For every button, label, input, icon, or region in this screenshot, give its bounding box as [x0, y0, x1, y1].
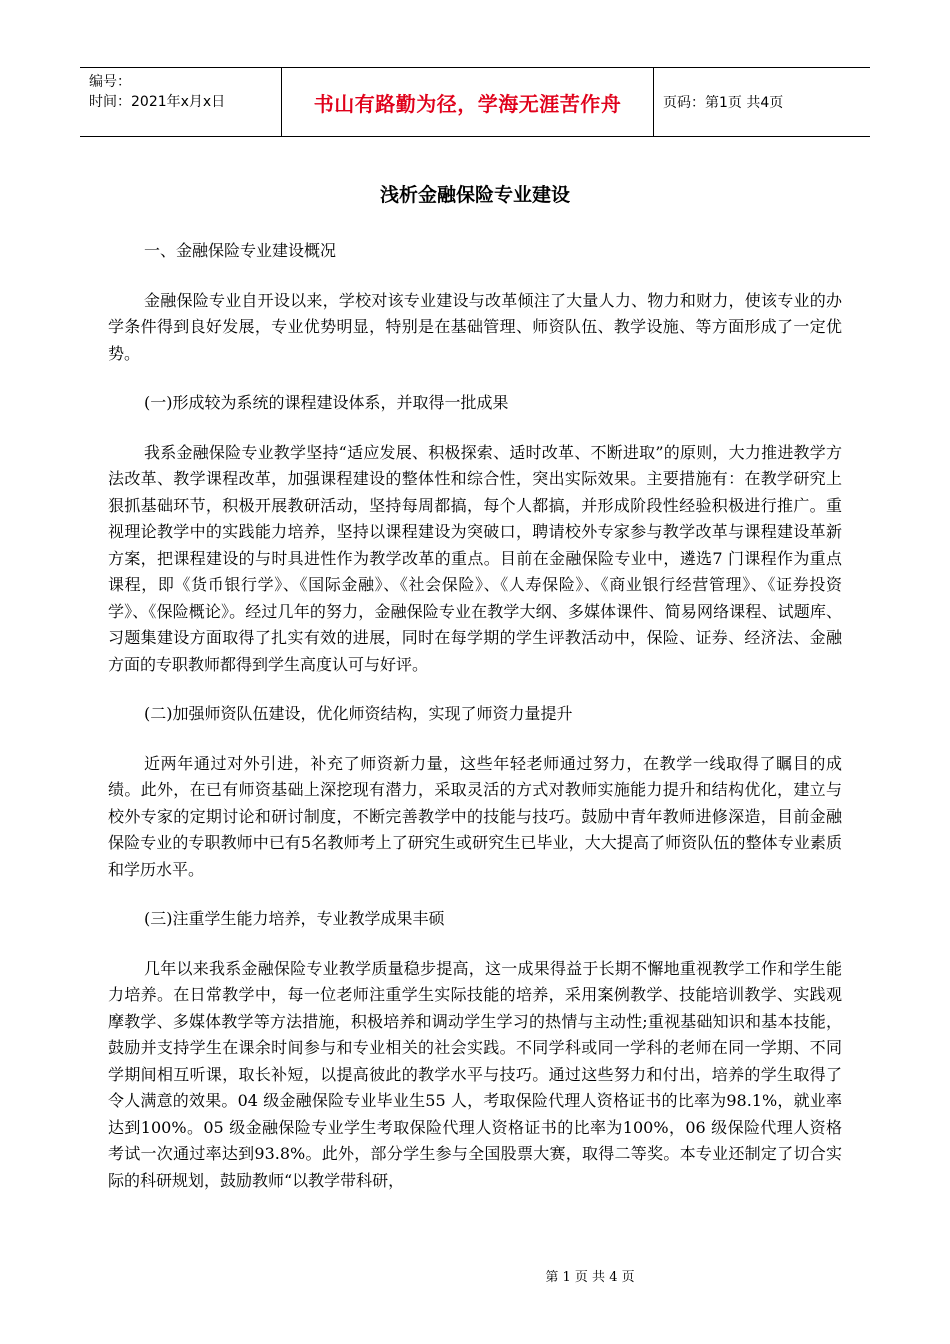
header-meta — [80, 68, 282, 136]
page-footer: 第 1 页 共 4 页 — [545, 1270, 635, 1285]
document-title: 浅析金融保险专业建设 — [379, 184, 570, 206]
date-label: 时间：2021年x月x日 — [89, 94, 226, 110]
number-label: 编号： — [89, 74, 131, 90]
body-paragraph: 我系金融保险专业教学坚持“适应发展、积极探索、适时改革、不断进取”的原则，大力推进教学方法改革、教学课程改革，加强课程建设的整体性和综合性，突出实际效果。主要措施有：在教学研究上狠抓基础环节，积极开展教研活动，坚持每周都搞，每个人都搞，并形成阶段性经验积极进行推广。重视理论教学中的实践能力培养，坚持以课程建设为突破口，聘请校外专家参与教学改革与课程建设革新方案，把课程建设的与时具进性作为教学改革的重点。目前在金融保险专业中，遴选7 门课程作为重点课程，即《货币银行学》、《国际金融》、《社会保险》、《人寿保险》、《商业银行经营管理》、《证券投资学》、《保险概论》。经过几年的努力，金融保险专业在教学大纲、多媒体课件、简易网络课程、试题库、习题集建设方面取得了扎实有效的进展，同时在每学期的学生评教活动中，保险、证券、经济法、金融方面的专职教师都得到学生高度认可与好评。 — [108, 442, 842, 674]
subsection-heading: (三)注重学生能力培养，专业教学成果丰硕 — [144, 909, 445, 928]
page-info-text: 页码：第1页 共4页 — [663, 95, 784, 111]
header-page-info — [654, 68, 870, 136]
body-paragraph: 几年以来我系金融保险专业教学质量稳步提高，这一成果得益于长期不懈地重视教学工作和学生能力培养。在日常教学中，每一位老师注重学生实际技能的培养，采用案例教学、技能培训教学、实践观摩教学、多媒体教学等方法措施，积极培养和调动学生学习的热情与主动性;重视基础知识和基本技能，鼓励并支持学生在课余时间参与和专业相关的社会实践。不同学科或同一学科的老师在同一学期、不同学期间相互听课，取长补短，以提高彼此的教学水平与技巧。通过这些努力和付出，培养的学生取得了令人满意的效果。04 级金融保险专业毕业生55 人，考取保险代理人资格证书的比率为98.1%，就业率达到100%。05 级金融保险专业学生考取保险代理人资格证书的比率为100%，06 级保险代理人资格考试一次通过率达到93.8%。此外，部分学生参与全国股票大赛，取得二等奖。本专业还制定了切合实际的科研规划，鼓励教师“以教学带科研， — [108, 958, 842, 1190]
header-motto — [282, 68, 654, 136]
body-paragraph: 近两年通过对外引进，补充了师资新力量，这些年轻老师通过努力，在教学一线取得了瞩目的成绩。此外，在已有师资基础上深挖现有潜力，采取灵活的方式对教师实施能力提升和结构优化，建立与校外专家的定期讨论和研讨制度，不断完善教学中的技能与技巧。鼓励中青年教师进修深造，目前金融保险专业的专职教师中已有5名教师考上了研究生或研究生已毕业，大大提高了师资队伍的整体专业素质和学历水平。 — [108, 753, 842, 879]
section-heading: 一、金融保险专业建设概况 — [144, 241, 337, 260]
document-body — [108, 238, 842, 1217]
document-header — [80, 67, 870, 137]
subsection-heading: (二)加强师资队伍建设，优化师资结构，实现了师资力量提升 — [144, 704, 573, 723]
subsection-heading: (一)形成较为系统的课程建设体系，并取得一批成果 — [144, 393, 509, 412]
body-paragraph: 金融保险专业自开设以来，学校对该专业建设与改革倾注了大量人力、物力和财力，使该专业的办学条件得到良好发展，专业优势明显，特别是在基础管理、师资队伍、教学设施、等方面形成了一定优势。 — [108, 290, 842, 363]
motto-text: 书山有路勤为径，学海无涯苦作舟 — [313, 91, 622, 116]
